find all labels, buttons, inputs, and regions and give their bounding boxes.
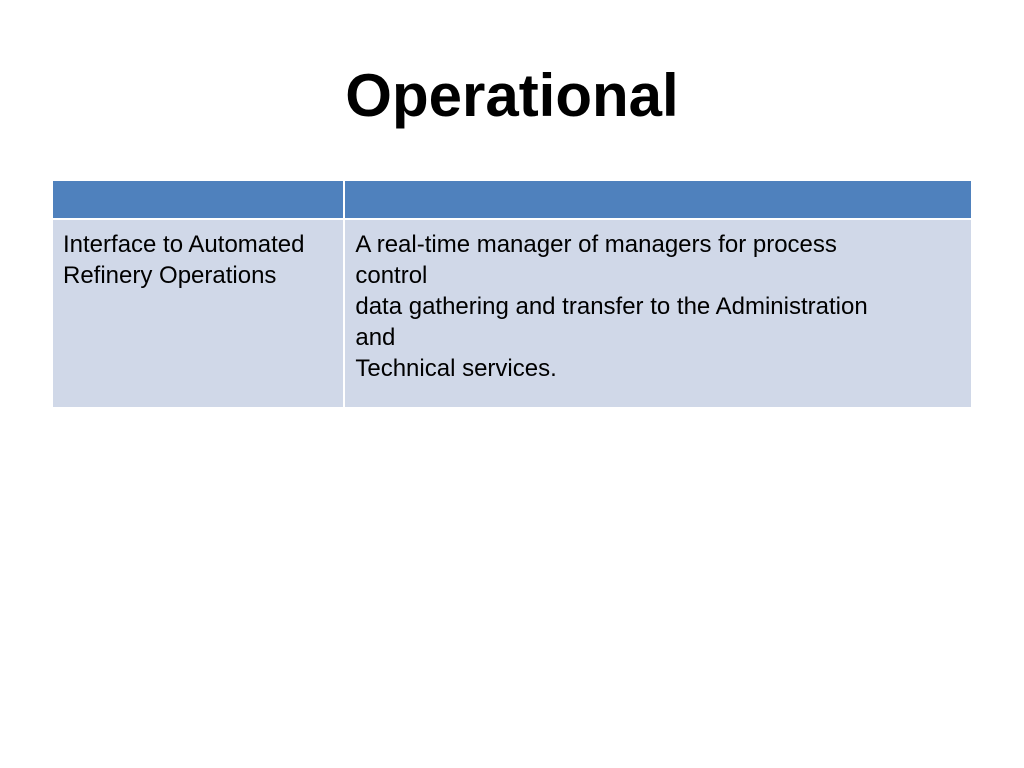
- header-cell-1: [52, 180, 344, 219]
- content-table: [51, 179, 973, 409]
- description-line: A real-time manager of managers for process: [355, 231, 837, 258]
- slide-title: Operational: [345, 62, 679, 129]
- description-line: Technical services.: [355, 355, 557, 382]
- header-cell-2: [344, 180, 972, 219]
- description-line: data gathering and transfer to the Administration: [355, 293, 868, 320]
- table-row: [52, 219, 972, 408]
- table-header-row: [52, 180, 972, 219]
- description-line: control: [355, 262, 428, 289]
- description-cell: [344, 219, 972, 408]
- term-line: Refinery Operations: [63, 262, 277, 289]
- term-cell: [52, 219, 344, 408]
- term-line: Interface to Automated: [63, 231, 305, 258]
- description-line: and: [355, 324, 396, 351]
